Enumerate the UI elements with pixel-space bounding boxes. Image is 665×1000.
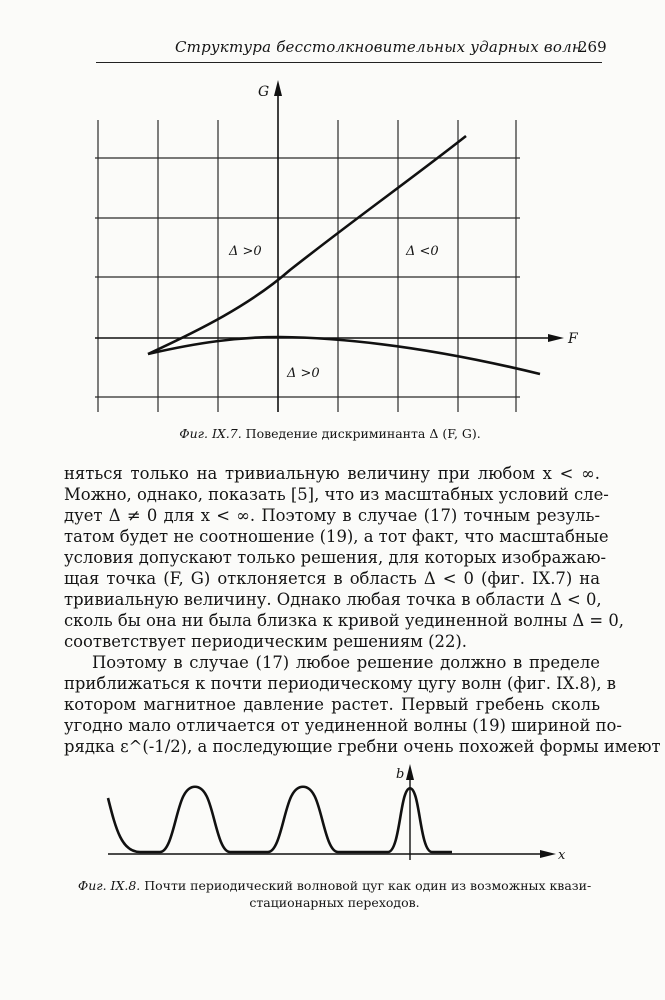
body-line: тривиальную величину. Однако любая точка в области Δ < 0,: [64, 590, 602, 609]
body-line: условия допускают только решения, для которых изображаю-: [64, 548, 607, 567]
body-line: угодно мало отличается от уединенной волны (19) шириной по-: [64, 716, 622, 735]
body-line: няться только на тривиальную величину при любом x < ∞.: [64, 464, 600, 483]
body-line: приближаться к почти периодическому цугу волн (фиг. IX.8), в: [64, 674, 617, 693]
running-header-title: Структура бесстолкновительных ударных волн: [175, 38, 582, 56]
figure-8-caption-text: Почти периодический волновой цуг как один из возможных квази-: [144, 878, 592, 893]
body-line: котором магнитное давление растет. Первый гребень сколь: [64, 695, 600, 714]
page-number: 269: [578, 38, 607, 56]
body-line: щая точка (F, G) отклоняется в область Δ < 0 (фиг. IX.7) на: [64, 569, 600, 588]
figure-7-caption-label: Фиг. IX.7.: [179, 426, 242, 441]
x-axis-label: x: [558, 848, 566, 863]
body-line: соответствует периодическим решениям (22).: [64, 632, 467, 651]
figure-8-caption-line-1: [62, 877, 607, 894]
body-line: рядка ε^(-1/2), а последующие гребни очень похожей формы имеют: [64, 737, 661, 756]
b-axis-label: b: [396, 767, 405, 782]
body-line: сколь бы она ни была близка к кривой уединенной волны Δ = 0,: [64, 611, 624, 630]
figure-8-caption: [62, 877, 607, 911]
region-label-positive-bottom: Δ >0: [287, 366, 320, 381]
body-line: Можно, однако, показать [5], что из масштабных условий сле-: [64, 485, 609, 504]
body-line: дует Δ ≠ 0 для x < ∞. Поэтому в случае (17) точным резуль-: [64, 506, 600, 525]
figure-8-caption-line-2: стационарных переходов.: [249, 895, 420, 910]
b-axis-arrow: [406, 764, 414, 780]
x-axis-arrow: [540, 850, 556, 858]
figure-8-caption-label: Фиг. IX.8.: [77, 878, 141, 893]
wave-train-curve: [108, 787, 452, 852]
region-label-negative: Δ <0: [406, 244, 439, 259]
figure-7-caption-text: Поведение дискриминанта Δ (F, G).: [245, 426, 481, 441]
body-line: Поэтому в случае (17) любое решение должно в пределе: [92, 653, 600, 672]
body-line: татом будет не соотношение (19), а тот факт, что масштабные: [64, 527, 609, 546]
region-label-positive-left: Δ >0: [229, 244, 262, 259]
g-axis-label: G: [258, 84, 270, 100]
f-axis-label: F: [568, 331, 578, 347]
